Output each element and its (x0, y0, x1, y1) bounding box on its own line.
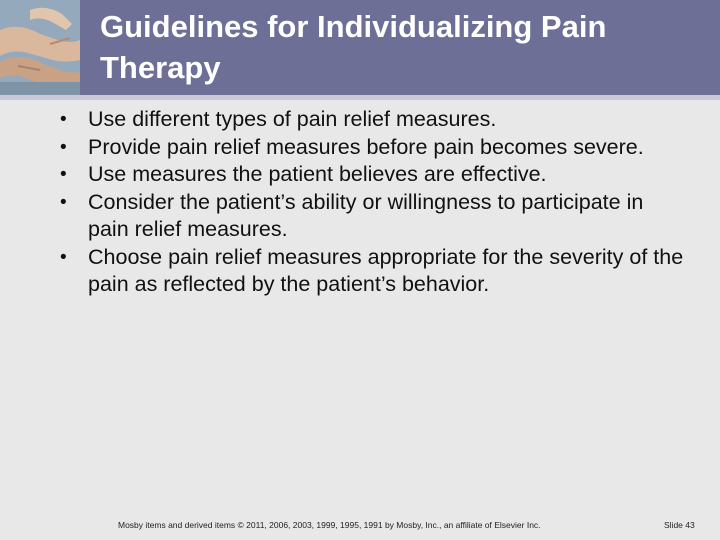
hands-photo-icon (0, 0, 80, 95)
bullet-item (58, 106, 688, 134)
bullet-item (58, 134, 688, 162)
bullet-icon: • (60, 164, 67, 185)
bullet-item (58, 189, 688, 244)
copyright-notice: Mosby items and derived items © 2011, 2006, 2003, 1999, 1995, 1991 by Mosby, Inc., an affiliate of Elsevier Inc. (118, 520, 541, 530)
bullet-list (58, 106, 688, 299)
title-divider (0, 95, 720, 100)
title-bar (0, 0, 720, 95)
footer (0, 520, 720, 536)
bullet-text: Provide pain relief measures before pain becomes severe. (88, 134, 644, 159)
bullet-text: Use different types of pain relief measures. (88, 107, 497, 131)
bullet-icon: • (60, 109, 67, 130)
bullet-icon: • (60, 246, 67, 268)
bullet-text: Consider the patient’s ability or willingness to participate in pain relief measures. (88, 189, 644, 241)
bullet-item (58, 161, 688, 189)
bullet-item (58, 244, 688, 299)
slide-number: Slide 43 (664, 520, 695, 530)
slide-title: Guidelines for Individualizing Pain Therapy (100, 9, 607, 85)
bullet-icon: • (60, 136, 67, 158)
bullet-text: Use measures the patient believes are effective. (88, 162, 547, 186)
bullet-text: Choose pain relief measures appropriate for the severity of the pain as reflected by the patient’s behavior. (88, 244, 684, 296)
bullet-icon: • (60, 191, 67, 213)
